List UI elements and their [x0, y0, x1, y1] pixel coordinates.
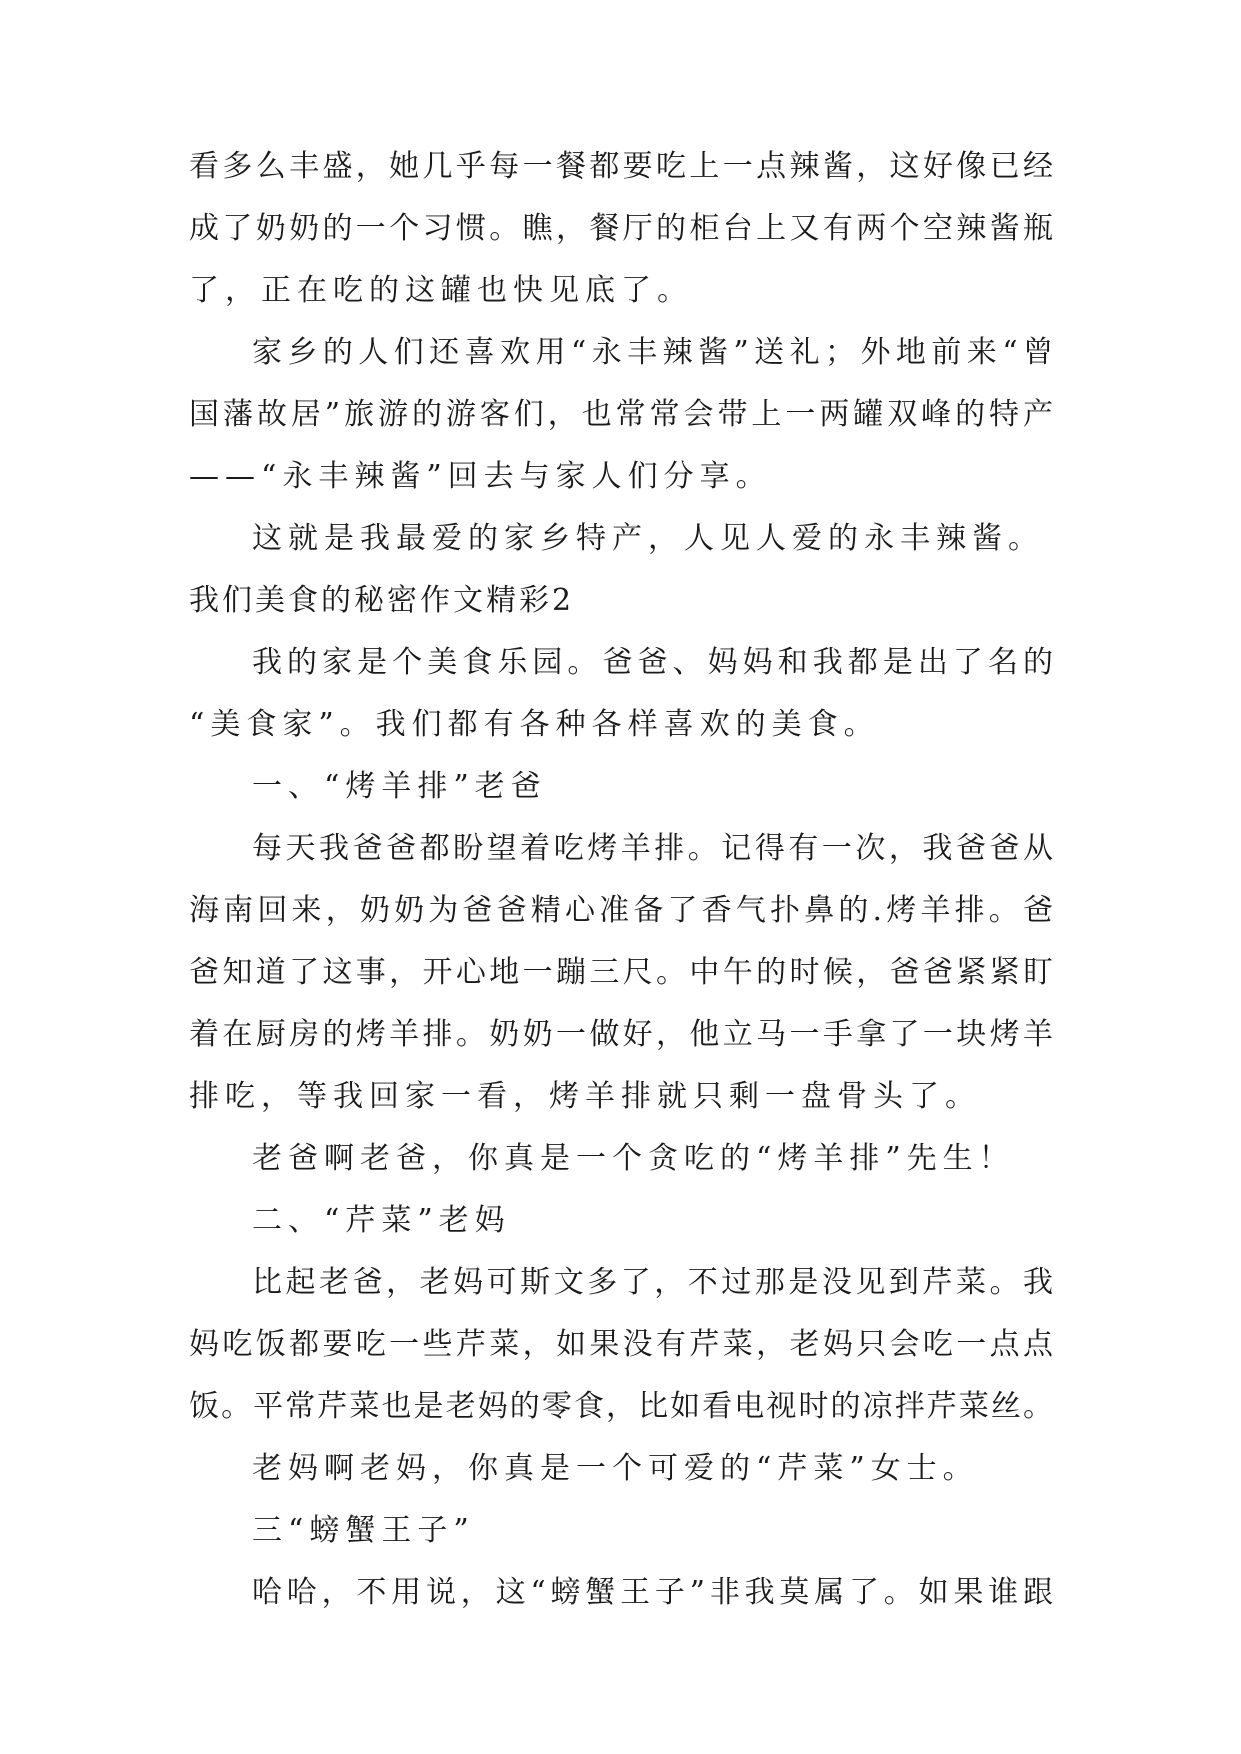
text-line: 着在厨房的烤羊排。奶奶一做好，他立马一手拿了一块烤羊 [189, 1017, 1053, 1052]
subsection-title: 三“螃蟹王子” [252, 1513, 475, 1548]
text-line: 国藩故居”旅游的游客们，也常常会带上一两罐双峰的特产 [189, 397, 1053, 432]
text-line: 比起老爸，老妈可斯文多了，不过那是没见到芹菜。我 [252, 1265, 1053, 1300]
text-line: 排吃，等我回家一看，烤羊排就只剩一盘骨头了。 [189, 1079, 981, 1114]
text-line: 家乡的人们还喜欢用“永丰辣酱”送礼；外地前来“曾 [252, 335, 1053, 370]
text-line: “美食家”。我们都有各种各样喜欢的美食。 [189, 707, 880, 742]
text-line: 每天我爸爸都盼望着吃烤羊排。记得有一次，我爸爸从 [252, 831, 1053, 866]
subsection-title: 二、“芹菜”老妈 [252, 1203, 511, 1238]
text-line: 我的家是个美食乐园。爸爸、妈妈和我都是出了名的 [252, 645, 1053, 680]
text-line: 妈吃饭都要吃一些芹菜，如果没有芹菜，老妈只会吃一点点 [189, 1327, 1053, 1362]
subsection-title: 一、“烤羊排”老爸 [252, 769, 547, 804]
text-line: 成了奶奶的一个习惯。瞧，餐厅的柜台上又有两个空辣酱瓶 [189, 211, 1053, 246]
section-title: 我们美食的秘密作文精彩2 [189, 583, 575, 618]
text-line: 看多么丰盛，她几乎每一餐都要吃上一点辣酱，这好像已经 [189, 149, 1053, 184]
text-line: 哈哈，不用说，这“螃蟹王子”非我莫属了。如果谁跟 [252, 1575, 1053, 1610]
text-line: 了，正在吃的这罐也快见底了。 [189, 273, 693, 308]
text-line: 海南回来，奶奶为爸爸精心准备了香气扑鼻的.烤羊排。爸 [189, 893, 1053, 928]
text-line: ——“永丰辣酱”回去与家人们分享。 [189, 459, 772, 494]
text-line: 饭。平常芹菜也是老妈的零食，比如看电视时的凉拌芹菜丝。 [189, 1389, 1053, 1424]
text-line: 老爸啊老爸，你真是一个贪吃的“烤羊排”先生！ [252, 1141, 1015, 1176]
text-line: 这就是我最爱的家乡特产，人见人爱的永丰辣酱。 [252, 521, 1044, 556]
text-line: 老妈啊老妈，你真是一个可爱的“芹菜”女士。 [252, 1451, 979, 1486]
text-line: 爸知道了这事，开心地一蹦三尺。中午的时候，爸爸紧紧盯 [189, 955, 1053, 990]
